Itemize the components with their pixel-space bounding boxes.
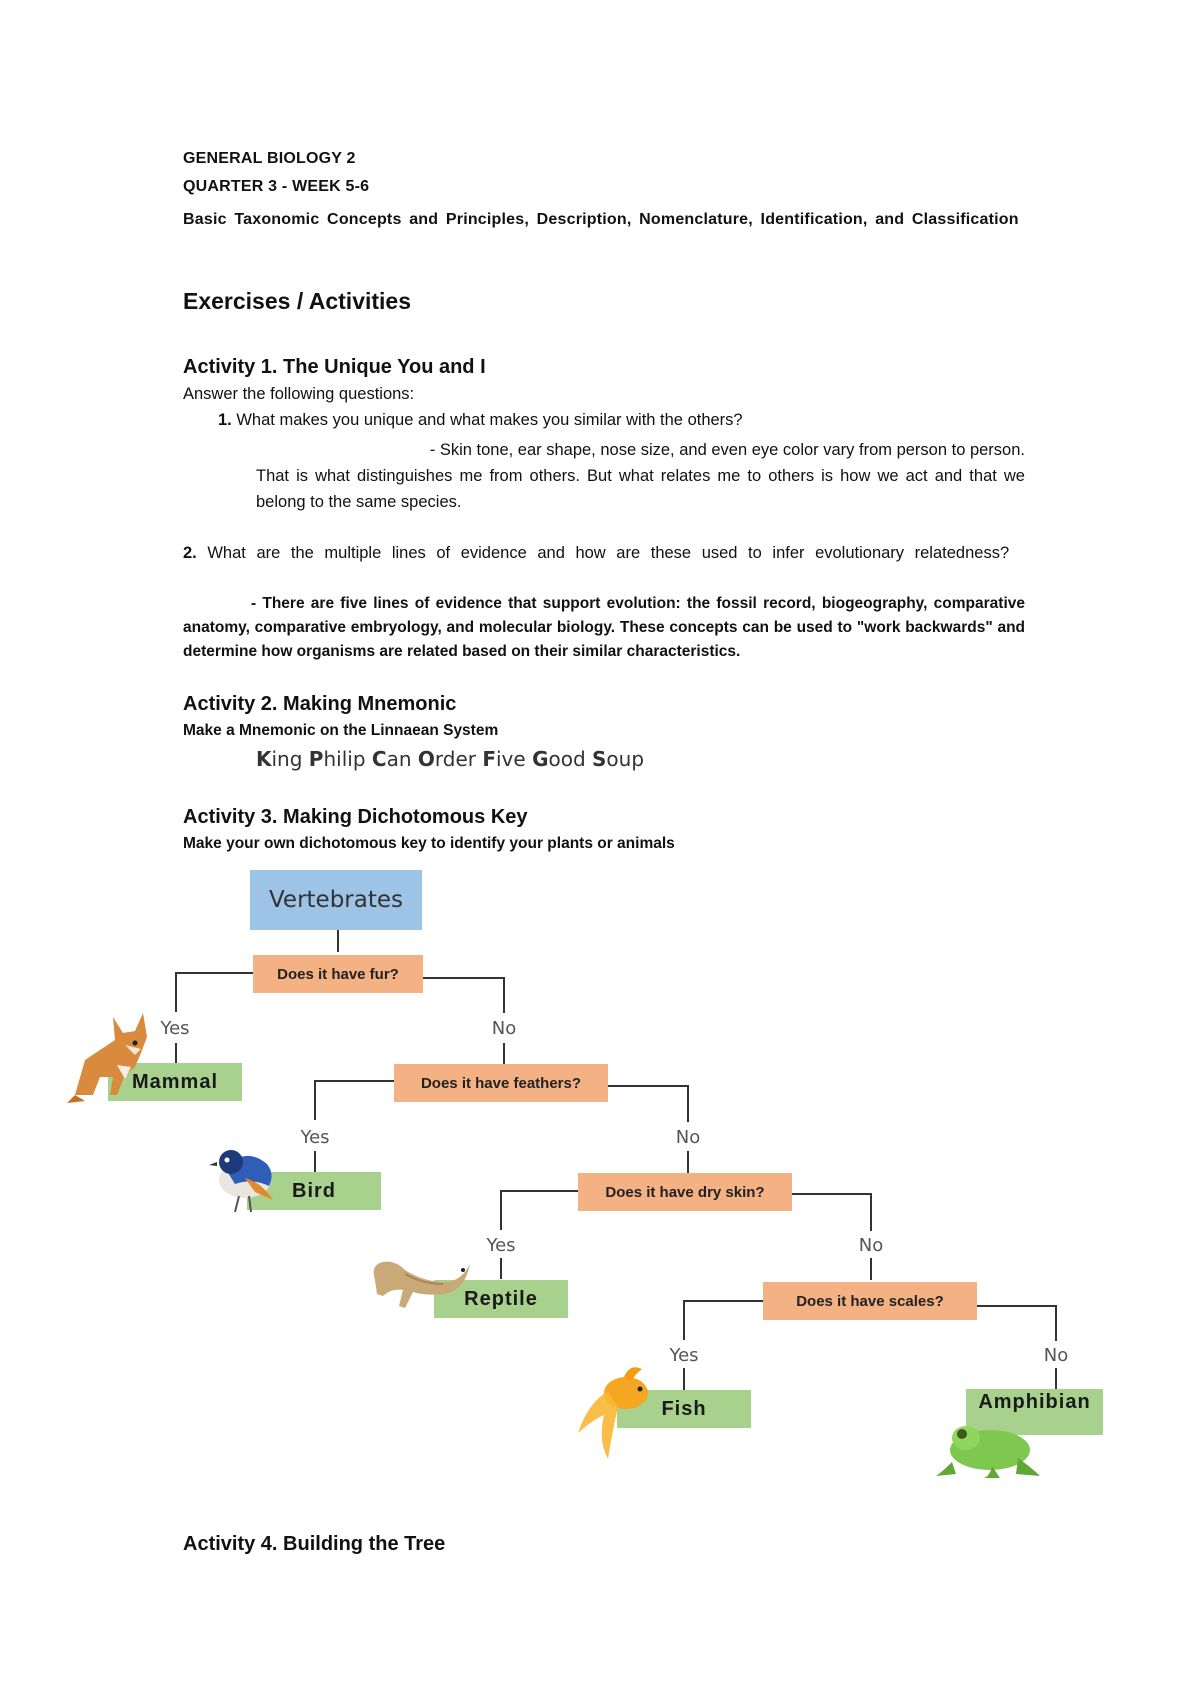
quarter-week: QUARTER 3 - WEEK 5-6 (183, 178, 370, 195)
question-2-number: 2. (183, 544, 197, 562)
connector-line (314, 1151, 316, 1172)
connector-line (175, 1043, 177, 1063)
connector-line (683, 1300, 763, 1302)
mnemonic (256, 747, 644, 771)
key-question-feathers: Does it have feathers? (394, 1064, 608, 1102)
mnemonic-word: Can (371, 747, 412, 771)
key-result-bird: Bird (247, 1172, 381, 1210)
connector-line (500, 1258, 502, 1279)
yes-label: Yes (669, 1345, 699, 1366)
no-label: No (1043, 1345, 1069, 1366)
activity1-title: Activity 1. The Unique You and I (183, 356, 486, 378)
key-result-mammal: Mammal (108, 1063, 242, 1101)
answer-1-rest: That is what distinguishes me from others. But what relates me to others is how we act and that we belong to the same species. (256, 467, 1025, 511)
connector-line (1055, 1305, 1057, 1341)
key-question-scales: Does it have scales? (763, 1282, 977, 1320)
answer-1-first-line: - Skin tone, ear shape, nose size, and even eye color vary from person to person. (429, 441, 1025, 459)
yes-label: Yes (160, 1018, 190, 1039)
connector-line (503, 977, 505, 1013)
question-2-text: What are the multiple lines of evidence and how are these used to infer evolutionary relatedness? (207, 544, 1010, 562)
mnemonic-initial: O (417, 747, 435, 771)
activity2-instruction: Make a Mnemonic on the Linnaean System (183, 722, 499, 739)
mnemonic-word: Soup (592, 747, 645, 771)
activity2-title: Activity 2. Making Mnemonic (183, 693, 457, 715)
connector-line (175, 972, 253, 974)
key-root-label: Vertebrates (268, 887, 404, 913)
connector-line (870, 1258, 872, 1280)
question-1-number: 1. (218, 411, 232, 429)
connector-line (683, 1300, 685, 1340)
no-label: No (491, 1018, 517, 1039)
lizard-icon (365, 1250, 475, 1320)
mnemonic-word: King (256, 747, 303, 771)
yes-label: Yes (300, 1127, 330, 1148)
fox-icon (55, 1005, 160, 1105)
mnemonic-initial: C (371, 747, 387, 771)
key-root-vertebrates (250, 870, 422, 930)
connector-line (500, 1190, 578, 1192)
mnemonic-initial: S (592, 747, 607, 771)
connector-line (608, 1085, 689, 1087)
connector-line (503, 1043, 505, 1064)
connector-line (687, 1085, 689, 1122)
connector-line (1055, 1368, 1057, 1389)
question-1-text: What makes you unique and what makes you similar with the others? (236, 411, 743, 429)
connector-line (792, 1193, 872, 1195)
section-title: Exercises / Activities (183, 288, 412, 314)
answer-1 (256, 437, 1025, 515)
goldfish-icon (568, 1363, 660, 1463)
key-question-dry-skin: Does it have dry skin? (578, 1173, 792, 1211)
activity4-title: Activity 4. Building the Tree (183, 1533, 446, 1555)
connector-line (977, 1305, 1057, 1307)
mnemonic-initial: F (482, 747, 496, 771)
key-question-fur: Does it have fur? (253, 955, 423, 993)
mnemonic-initial: G (532, 747, 549, 771)
connector-line (314, 1080, 394, 1082)
connector-line (687, 1151, 689, 1173)
connector-line (423, 977, 505, 979)
question-2 (183, 540, 1025, 566)
answer-2: - There are five lines of evidence that support evolution: the fossil record, biogeography, comparative anatomy, comparative embryology, and molecular biology. These concepts can be used to "work backwards" and determine how organisms are related based on their similar characteristics. (183, 595, 1025, 660)
course-title: GENERAL BIOLOGY 2 (183, 150, 356, 167)
activity3-title: Activity 3. Making Dichotomous Key (183, 806, 528, 828)
key-result-amphibian: Amphibian (966, 1389, 1103, 1435)
connector-line (314, 1080, 316, 1120)
question-1 (218, 411, 743, 430)
connector-line (337, 928, 339, 952)
connector-line (870, 1193, 872, 1231)
mnemonic-word: Good (532, 747, 586, 771)
bird-icon (205, 1138, 287, 1218)
connector-line (683, 1368, 685, 1390)
mnemonic-word: Five (482, 747, 526, 771)
mnemonic-word: Order (417, 747, 476, 771)
activity1-instruction: Answer the following questions: (183, 385, 415, 403)
key-result-reptile: Reptile (434, 1280, 568, 1318)
no-label: No (675, 1127, 701, 1148)
yes-label: Yes (486, 1235, 516, 1256)
topic: Basic Taxonomic Concepts and Principles, Description, Nomenclature, Identification, and Classification (183, 211, 1019, 228)
connector-line (500, 1190, 502, 1230)
activity3-instruction: Make your own dichotomous key to identify your plants or animals (183, 835, 675, 852)
key-result-fish: Fish (617, 1390, 751, 1428)
connector-line (175, 972, 177, 1012)
mnemonic-initial: K (256, 747, 272, 771)
no-label: No (858, 1235, 884, 1256)
mnemonic-word: Philip (308, 747, 366, 771)
mnemonic-initial: P (308, 747, 324, 771)
frog-icon (932, 1418, 1044, 1480)
